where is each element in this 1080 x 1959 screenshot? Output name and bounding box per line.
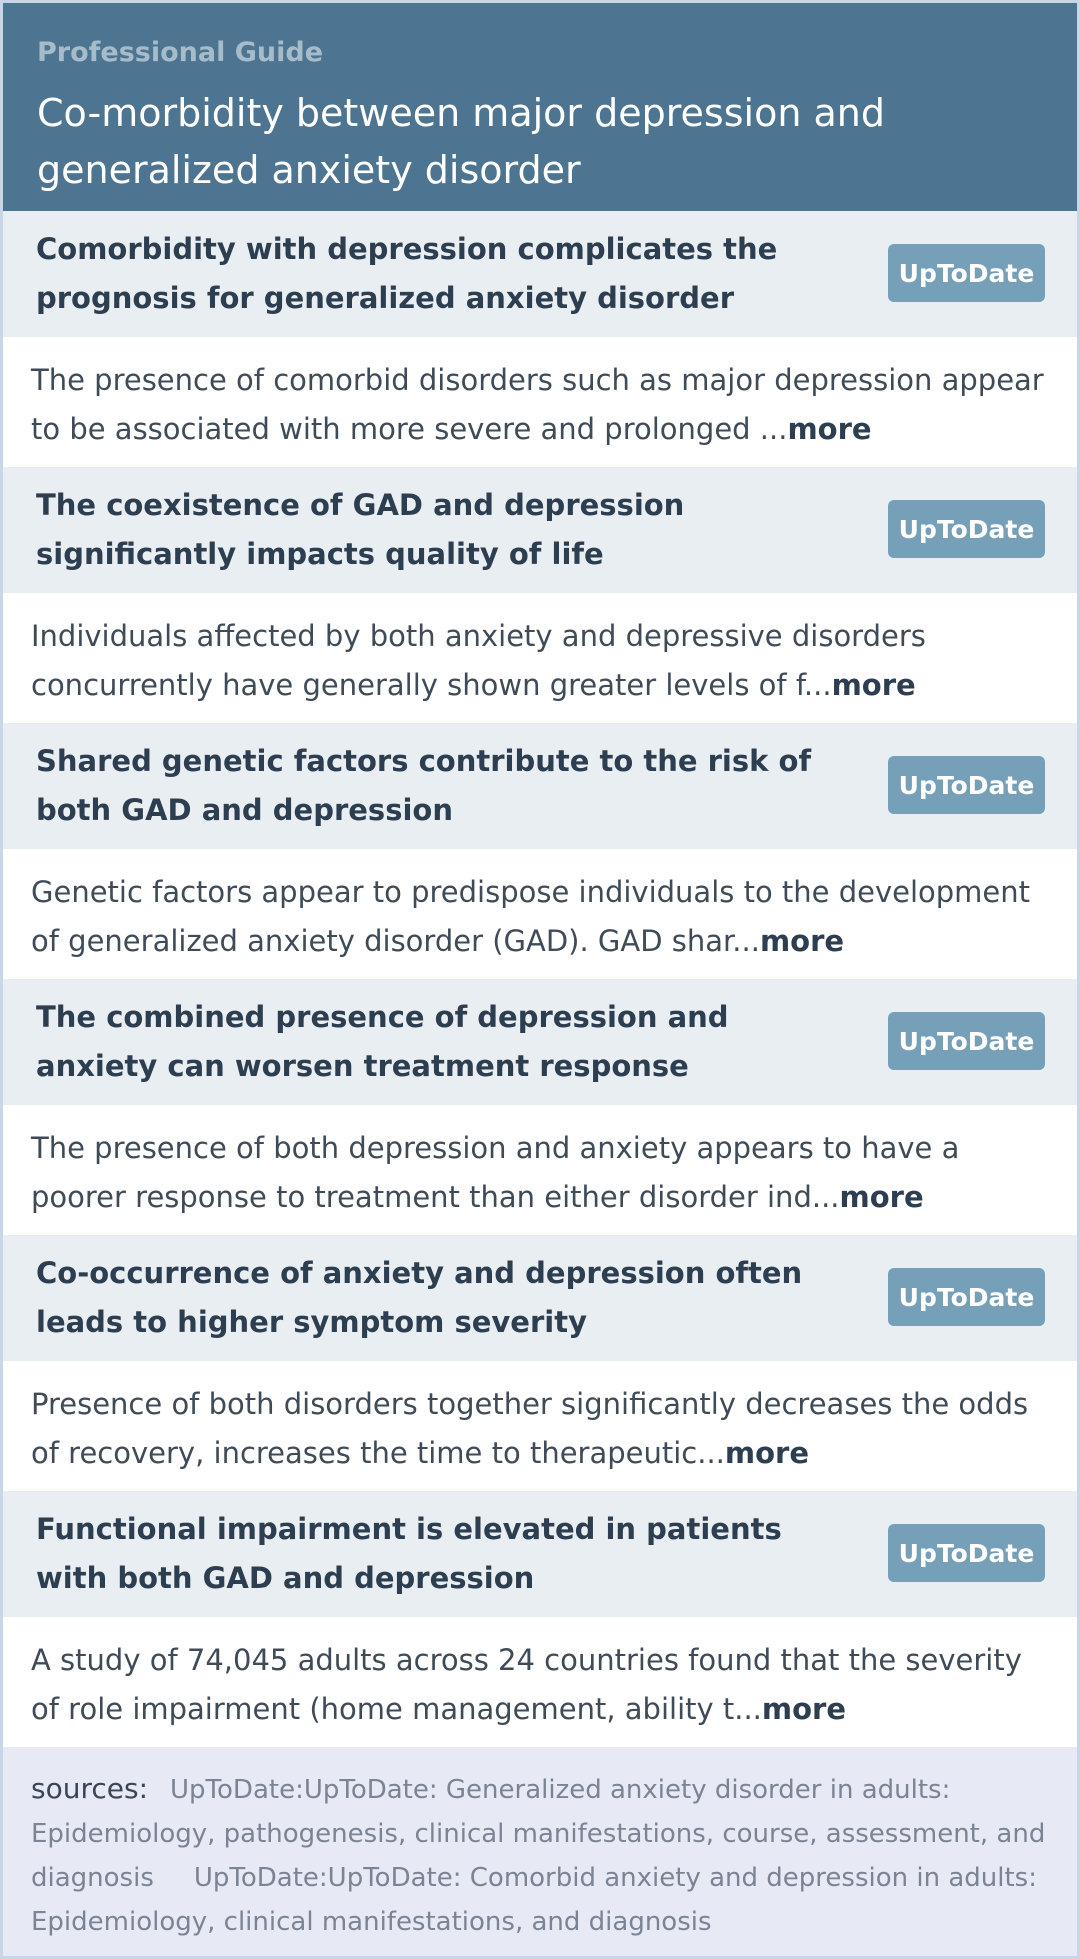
uptodate-source-button[interactable]: UpToDate: [888, 500, 1045, 558]
section-header: [3, 723, 1077, 849]
snippet-text: The presence of both depression and anxiety appears to have a poorer response to treatment than either disorder ind...: [31, 1131, 960, 1214]
guide-title: Co-morbidity between major depression and generalized anxiety disorder: [37, 91, 885, 192]
more-link[interactable]: more: [831, 668, 916, 702]
section-header: [3, 979, 1077, 1105]
uptodate-source-button[interactable]: UpToDate: [888, 1012, 1045, 1070]
section-title: Comorbidity with depression complicates the prognosis for generalized anxiety disorder: [36, 232, 778, 315]
sources-label: sources:: [31, 1772, 149, 1805]
snippet-text: Individuals affected by both anxiety and depressive disorders concurrently have generally shown greater levels of f...: [31, 619, 926, 702]
section-title: Functional impairment is elevated in patients with both GAD and depression: [36, 1512, 782, 1595]
more-link[interactable]: more: [761, 1692, 847, 1726]
section-title: Co-occurrence of anxiety and depression often leads to higher symptom severity: [36, 1256, 803, 1339]
uptodate-source-button[interactable]: UpToDate: [888, 756, 1045, 814]
more-link[interactable]: more: [787, 412, 872, 446]
uptodate-source-button[interactable]: UpToDate: [888, 1524, 1045, 1582]
sources-footer: [3, 1747, 1077, 1959]
section-snippet: [3, 1105, 1077, 1235]
more-link[interactable]: more: [759, 924, 845, 958]
section-header: [3, 467, 1077, 593]
guide-kicker: Professional Guide: [37, 37, 324, 68]
section-title: Shared genetic factors contribute to the risk of both GAD and depression: [36, 744, 812, 827]
section-title: The combined presence of depression and anxiety can worsen treatment response: [36, 1000, 729, 1083]
snippet-text: Genetic factors appear to predispose individuals to the development of generalized anxiety disorder (GAD). GAD shar...: [31, 875, 1031, 958]
snippet-text: Presence of both disorders together significantly decreases the odds of recovery, increases the time to therapeutic...: [31, 1387, 1029, 1470]
snippet-text: A study of 74,045 adults across 24 countries found that the severity of role impairment (home management, ability t...: [31, 1643, 1022, 1726]
section-snippet: [3, 337, 1077, 467]
section-header: [3, 211, 1077, 337]
source-link[interactable]: UpToDate:UpToDate: Comorbid anxiety and depression in adults: Epidemiology, clinical manifestations, and diagnosis: [31, 1863, 1037, 1937]
section-title: The coexistence of GAD and depression significantly impacts quality of life: [36, 488, 685, 571]
more-link[interactable]: more: [839, 1180, 924, 1214]
uptodate-source-button[interactable]: UpToDate: [888, 1268, 1045, 1326]
more-link[interactable]: more: [724, 1436, 810, 1470]
source-link[interactable]: UpToDate:UpToDate: Generalized anxiety disorder in adults: Epidemiology, pathogenesis, clinical manifestations, course, assessment, and diagnosis: [31, 1775, 1046, 1893]
guide-header: [3, 3, 1077, 211]
section-snippet: [3, 1361, 1077, 1491]
section-snippet: [3, 849, 1077, 979]
section-snippet: [3, 1617, 1077, 1747]
section-snippet: [3, 593, 1077, 723]
section-header: [3, 1235, 1077, 1361]
uptodate-source-button[interactable]: UpToDate: [888, 244, 1045, 302]
section-header: [3, 1491, 1077, 1617]
snippet-text: The presence of comorbid disorders such as major depression appear to be associated with more severe and prolonged ...: [31, 363, 1044, 446]
